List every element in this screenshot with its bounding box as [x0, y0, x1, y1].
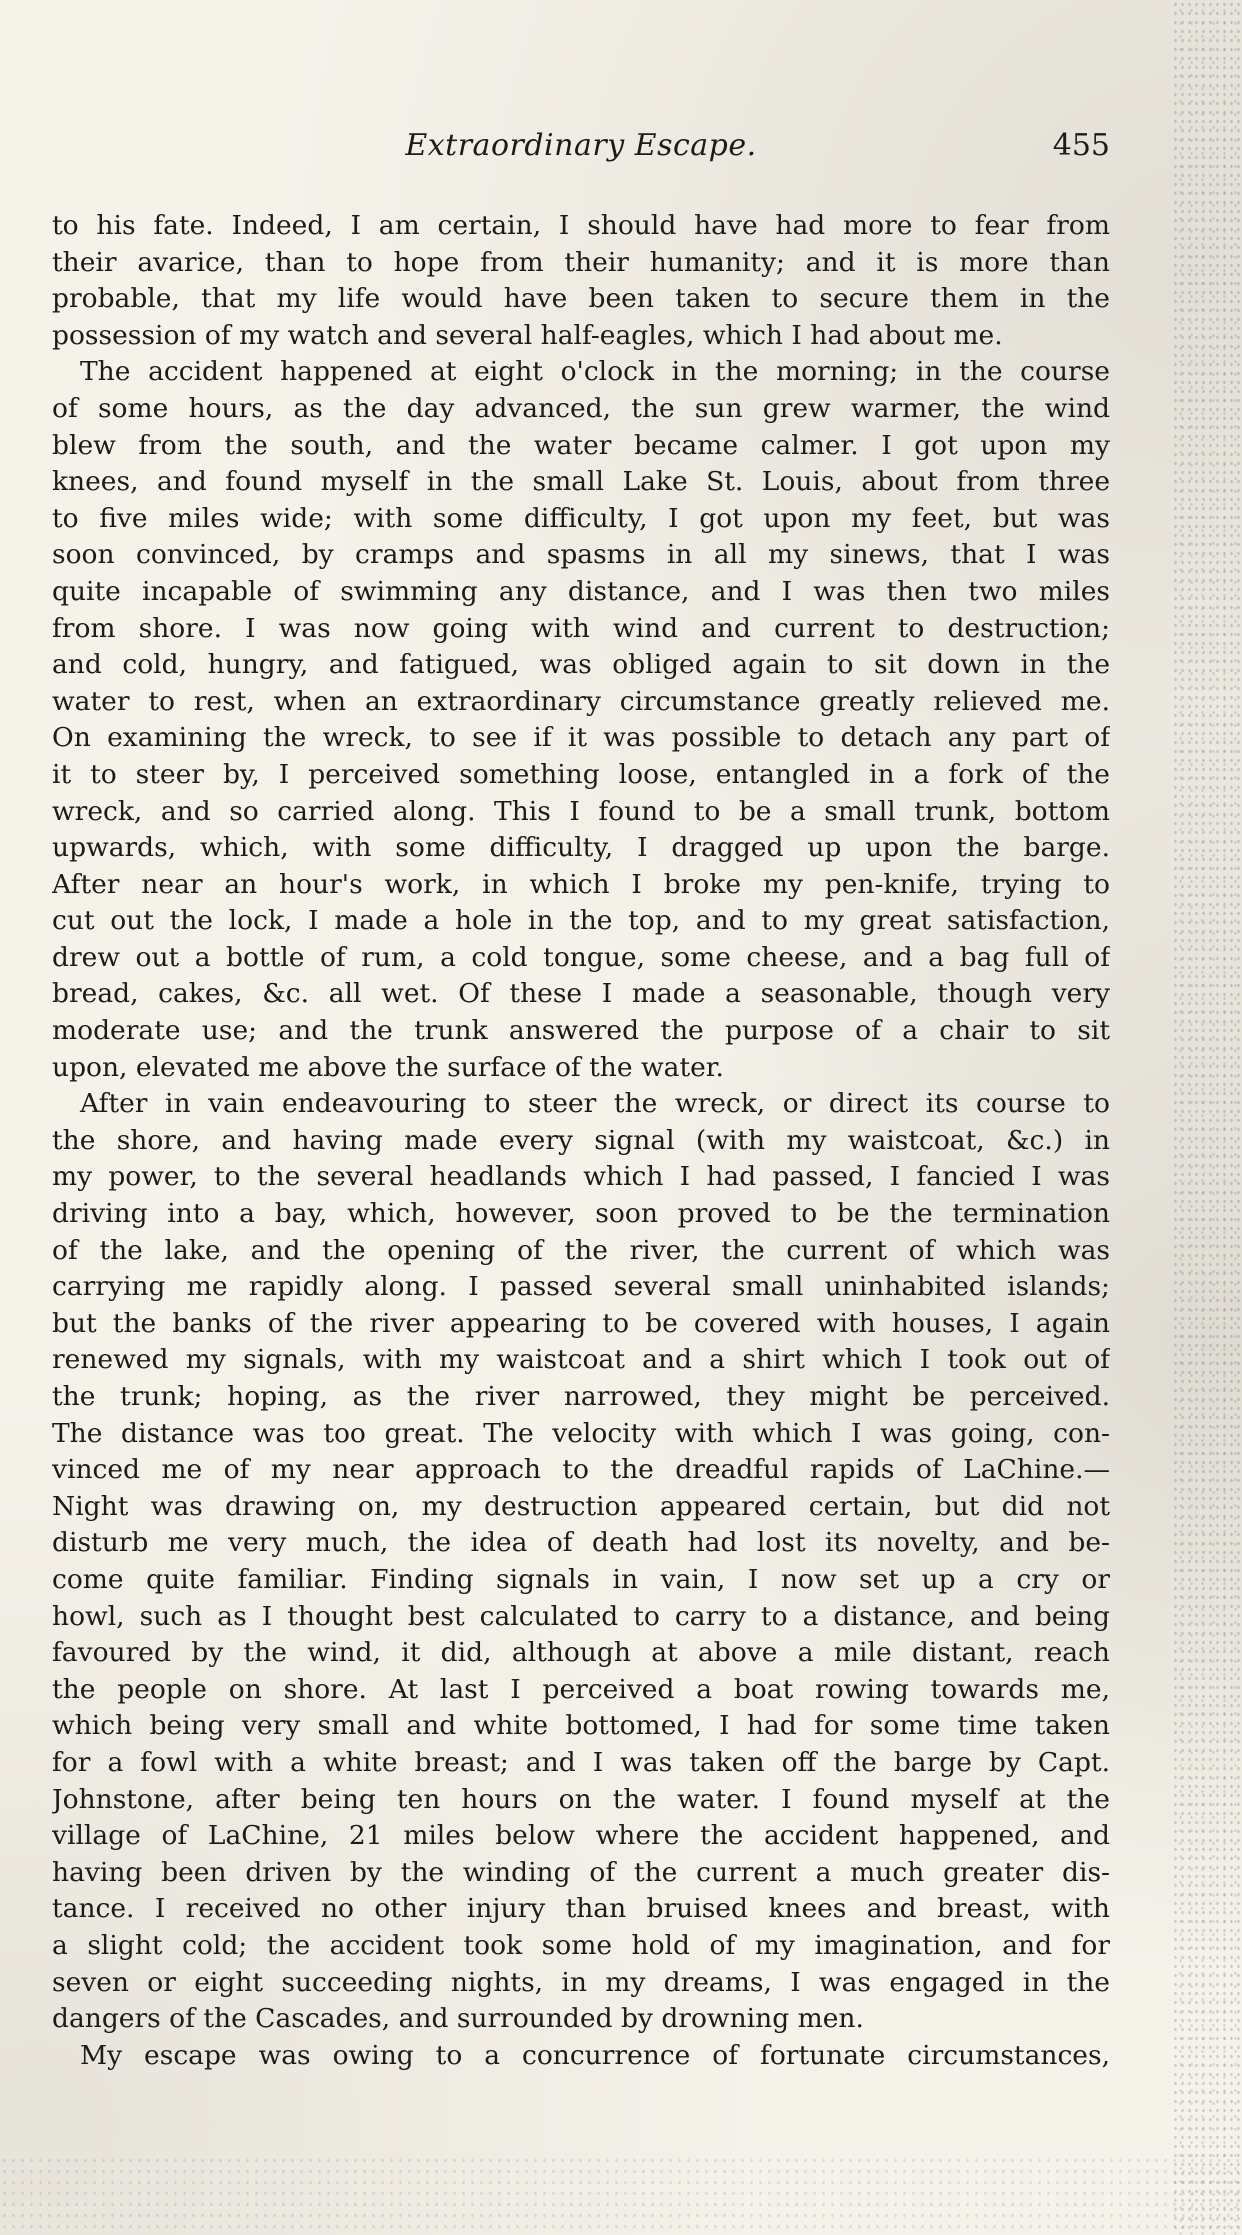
text-line: upon, elevated me above the surface of the water.: [52, 1051, 724, 1083]
text-line: upwards, which, with some difficulty, I dragged up upon the barge.: [52, 832, 1110, 864]
text-line: of some hours, as the day advanced, the sun grew warmer, the wind: [52, 392, 1110, 424]
body-text: [52, 208, 1110, 2074]
text-line: bread, cakes, &c. all wet. Of these I made a seasonable, though very: [52, 978, 1110, 1010]
page-number: 455: [1052, 128, 1110, 163]
text-line: and cold, hungry, and fatigued, was obliged again to sit down in the: [52, 649, 1110, 681]
text-line: the people on shore. At last I perceived a boat rowing towards me,: [52, 1673, 1110, 1705]
text-line: On examining the wreck, to see if it was possible to detach any part of: [52, 722, 1110, 754]
text-line: The distance was too great. The velocity with which I was going, con-: [52, 1417, 1110, 1449]
text-line: their avarice, than to hope from their humanity; and it is more than: [52, 246, 1110, 278]
text-line: seven or eight succeeding nights, in my dreams, I was engaged in the: [52, 1966, 1110, 1998]
text-line: come quite familiar. Finding signals in vain, I now set up a cry or: [52, 1563, 1110, 1595]
text-line: quite incapable of swimming any distance, and I was then two miles: [52, 575, 1110, 607]
text-line: After near an hour's work, in which I broke my pen-knife, trying to: [52, 868, 1110, 900]
text-line: The accident happened at eight o'clock in the morning; in the course: [80, 356, 1110, 388]
text-line: Johnstone, after being ten hours on the water. I found myself at the: [52, 1783, 1110, 1815]
text-line: from shore. I was now going with wind and current to destruction;: [52, 612, 1110, 644]
text-line: of the lake, and the opening of the river, the current of which was: [52, 1234, 1110, 1266]
text-line: Night was drawing on, my destruction appeared certain, but did not: [52, 1490, 1110, 1522]
text-line: for a fowl with a white breast; and I was taken off the barge by Capt.: [52, 1746, 1110, 1778]
text-line: carrying me rapidly along. I passed several small uninhabited islands;: [52, 1271, 1110, 1303]
text-line: a slight cold; the accident took some hold of my imagination, and for: [52, 1929, 1110, 1961]
text-line: my power, to the several headlands which I had passed, I fancied I was: [52, 1161, 1110, 1193]
text-line: which being very small and white bottomed, I had for some time taken: [52, 1710, 1110, 1742]
text-line: moderate use; and the trunk answered the purpose of a chair to sit: [52, 1015, 1110, 1047]
text-line: howl, such as I thought best calculated to carry to a distance, and being: [52, 1600, 1110, 1632]
text-line: dangers of the Cascades, and surrounded by drowning men.: [52, 2003, 864, 2035]
text-line: tance. I received no other injury than bruised knees and breast, with: [52, 1893, 1110, 1925]
text-line: drew out a bottle of rum, a cold tongue, some cheese, and a bag full of: [52, 941, 1110, 973]
text-line: wreck, and so carried along. This I found to be a small trunk, bottom: [52, 795, 1110, 827]
text-line: the shore, and having made every signal (with my waistcoat, &c.) in: [52, 1124, 1110, 1156]
text-line: village of LaChine, 21 miles below where the accident happened, and: [52, 1820, 1110, 1852]
running-head: Extraordinary Escape.: [405, 128, 757, 163]
text-line: water to rest, when an extraordinary circumstance greatly relieved me.: [52, 685, 1110, 717]
text-line: knees, and found myself in the small Lake St. Louis, about from three: [52, 466, 1110, 498]
text-line: the trunk; hoping, as the river narrowed, they might be perceived.: [52, 1381, 1110, 1412]
text-line: it to steer by, I perceived something loose, entangled in a fork of the: [52, 758, 1110, 790]
text-line: cut out the lock, I made a hole in the top, and to my great satisfaction,: [52, 905, 1110, 937]
text-line: possession of my watch and several half-eagles, which I had about me.: [52, 319, 1003, 351]
text-line: renewed my signals, with my waistcoat and a shirt which I took out of: [52, 1344, 1110, 1376]
text-line: probable, that my life would have been taken to secure them in the: [52, 283, 1110, 315]
text-line: to five miles wide; with some difficulty, I got upon my feet, but was: [52, 502, 1110, 534]
text-line: disturb me very much, the idea of death had lost its novelty, and be-: [52, 1527, 1110, 1559]
page-header: [52, 128, 1110, 172]
text-line: having been driven by the winding of the current a much greater dis-: [52, 1856, 1110, 1888]
text-line: After in vain endeavouring to steer the wreck, or direct its course to: [80, 1088, 1110, 1120]
text-line: but the banks of the river appearing to be covered with houses, I again: [52, 1307, 1110, 1339]
text-line: blew from the south, and the water became calmer. I got upon my: [52, 429, 1110, 461]
page-bottom-speckle: [0, 2155, 1242, 2235]
text-line: My escape was owing to a concurrence of fortunate circumstances,: [80, 2039, 1110, 2071]
text-line: soon convinced, by cramps and spasms in all my sinews, that I was: [52, 539, 1110, 571]
text-line: to his fate. Indeed, I am certain, I should have had more to fear from: [52, 210, 1110, 241]
text-line: vinced me of my near approach to the dreadful rapids of LaChine.—: [52, 1454, 1110, 1486]
page-edge-speckle: [1172, 0, 1242, 2235]
text-line: favoured by the wind, it did, although at above a mile distant, reach: [52, 1637, 1110, 1669]
text-line: driving into a bay, which, however, soon proved to be the termination: [52, 1198, 1110, 1230]
